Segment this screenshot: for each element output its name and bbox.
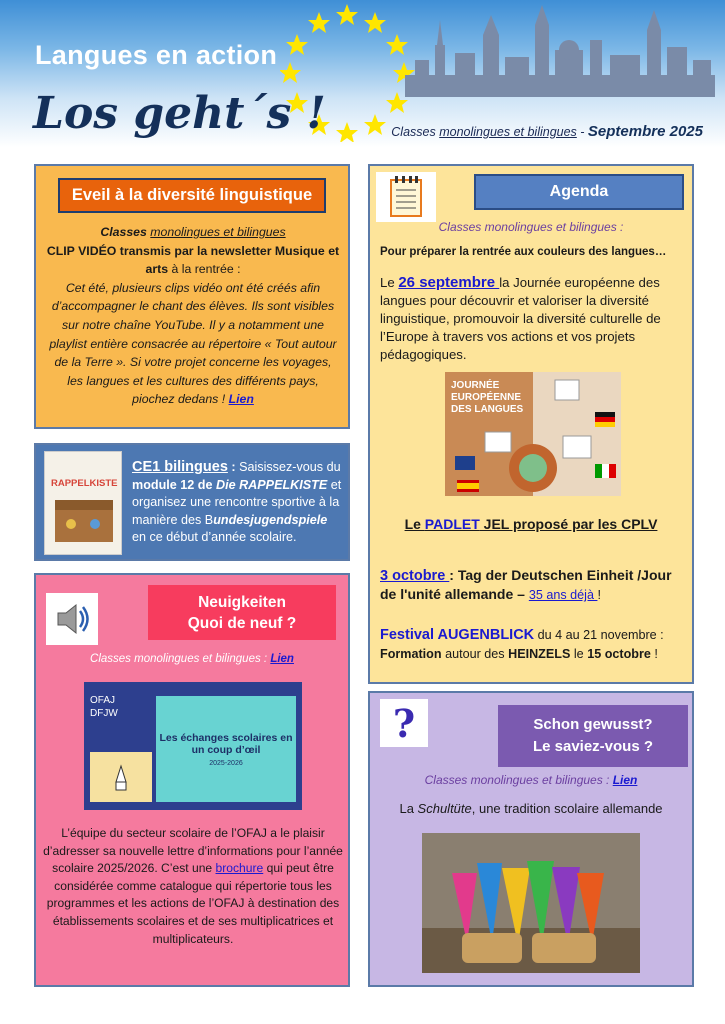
- agenda-festival: [380, 626, 685, 664]
- jel-text: la Journée européenne des langues pour découvrir et valoriser la diversité linguistique, promouvoir la diversité culturelle de l’Europe à travers vos actions et vos projets pédagogiques.: [380, 275, 661, 362]
- schultuete-image: [422, 833, 640, 973]
- schon-link[interactable]: Lien: [612, 773, 638, 787]
- padlet-link[interactable]: PADLET: [424, 516, 480, 532]
- news-heading-fr: Quoi de neuf ?: [187, 614, 297, 632]
- ofaj-brochure-title: Les échanges scolaires en un coup d’œil: [159, 731, 293, 756]
- european-skyline-icon: [405, 5, 715, 97]
- ce1-text1: Saisissez-vous du: [239, 460, 341, 474]
- news-text1: L’équipe du secteur scolaire de l’OFAJ a le plaisir d’adresser sa nouvelle lettre d’informations pour l’année scolaire 2025/2026. C’est une: [43, 826, 343, 876]
- news-heading: [148, 585, 336, 640]
- eveil-heading: Eveil à la diversité linguistique: [58, 178, 326, 213]
- agenda-jel-paragraph: [380, 274, 685, 364]
- padlet-prefix: Le: [404, 516, 425, 532]
- festival-heinzels: HEINZELS: [508, 647, 571, 661]
- agenda-classes: Classes monolingues et bilingues :: [438, 220, 624, 234]
- page-header: [0, 0, 725, 160]
- subtitle-sep: -: [576, 125, 588, 139]
- schon-heading-fr: Le saviez-vous ?: [532, 738, 654, 755]
- ce1-module: module 12 de: [132, 477, 216, 492]
- eveil-youtube-link[interactable]: Lien: [228, 392, 254, 407]
- notepad-icon: [376, 172, 436, 222]
- eveil-classes-link[interactable]: monolingues et bilingues: [150, 225, 286, 239]
- oct3-end: !: [597, 588, 601, 602]
- ce1-rappelkiste: Die RAPPELKISTE: [215, 477, 328, 492]
- schon-text-tail: , une tradition scolaire allemande: [471, 801, 663, 816]
- ce1-panel: [34, 443, 350, 561]
- festival-link[interactable]: Festival AUGENBLICK: [380, 627, 535, 643]
- ce1-text3: en ce début d’année scolaire.: [132, 530, 297, 544]
- festival-mid: autour des: [441, 647, 509, 661]
- agenda-heading: Agenda: [474, 174, 684, 210]
- agenda-panel: [368, 164, 694, 684]
- eveil-description-text: Cet été, plusieurs clips vidéo ont été créés afin d’accompagner le chant des élèves. Ils sont visibles sur notre chaîne YouTube. Il y a notamment une playlist entière consacrée au répertoire « Tout autour de la Terre ». Si votre projet concerne les voyages, les langues et les cultures des différents pays, piochez dedans !: [49, 280, 337, 407]
- news-body: [42, 825, 344, 948]
- rappelkiste-cover-title: RAPPELKISTE: [51, 478, 118, 489]
- eveil-clip-bold: CLIP VIDÉO transmis par la newsletter Musique et arts: [46, 243, 340, 277]
- question-mark-icon: [380, 699, 428, 747]
- schon-text-prefix: La: [399, 801, 418, 816]
- padlet-tail: JEL proposé par les CPLV: [479, 516, 658, 532]
- festival-mid2: le: [570, 647, 588, 661]
- schon-panel: [368, 691, 694, 987]
- eveil-clip-tail: à la rentrée :: [168, 262, 241, 277]
- ce1-bundesjugendspiele: undesjugendspiele: [213, 512, 328, 527]
- schon-schultuete: Schultüte: [417, 801, 472, 816]
- agenda-intro: Pour préparer la rentrée aux couleurs des langues…: [380, 246, 667, 258]
- news-text2: qui peut être considérée comme catalogue qui répertorie tous les programmes et les actions de l’OFAJ à destination des établissements scolaires et de ses multiplicatrices et multiplicateurs.: [46, 861, 340, 946]
- jel-prefix: Le: [380, 275, 399, 290]
- oct3-date-link[interactable]: 3 octobre: [380, 568, 450, 584]
- oct3-35-years-link[interactable]: 35 ans déjà: [528, 588, 598, 602]
- festival-end: !: [650, 647, 658, 661]
- ofaj-logo-fr: OFAJ: [90, 695, 116, 706]
- news-panel: [34, 573, 350, 987]
- newsletter-script-title: Los geht´s !: [33, 88, 326, 139]
- ofaj-brochure-image[interactable]: [84, 682, 302, 810]
- jel-date-link[interactable]: 26 septembre: [398, 274, 500, 291]
- festival-formation: Formation: [380, 647, 442, 661]
- ce1-heading: CE1 bilingues: [132, 459, 228, 475]
- schon-text: [370, 801, 692, 816]
- festival-date: 15 octobre: [587, 647, 651, 661]
- jel-image-title: JOURNÉE EUROPÉENNE DES LANGUES: [451, 380, 524, 415]
- brochure-link[interactable]: brochure: [215, 861, 264, 876]
- ofaj-brochure-year: 2025-2026: [209, 759, 243, 767]
- subtitle-link[interactable]: monolingues et bilingues: [439, 125, 577, 139]
- padlet-line: [370, 516, 692, 532]
- news-link[interactable]: Lien: [270, 653, 294, 665]
- eveil-body: [46, 223, 340, 409]
- festival-dates: du 4 au 21 novembre :: [534, 628, 664, 642]
- speaker-icon: [46, 593, 98, 645]
- schon-heading: [498, 705, 688, 767]
- svg-text:?: ?: [392, 703, 416, 743]
- schon-classes-text: Classes monolingues et bilingues :: [424, 773, 613, 787]
- eveil-classes: [46, 223, 340, 242]
- newsletter-subtitle: [391, 123, 703, 140]
- eveil-clip-line: [46, 242, 340, 279]
- eveil-description: [46, 279, 340, 409]
- ce1-text2: et organisez une rencontre sportive à la manière des B: [132, 477, 342, 527]
- news-classes: [36, 653, 348, 665]
- jel-image: [445, 372, 621, 496]
- ofaj-logo-de: DFJW: [90, 708, 118, 719]
- news-heading-de: Neuigkeiten: [198, 593, 286, 611]
- news-classes-text: Classes monolingues et bilingues :: [90, 653, 271, 665]
- newsletter-title: Langues en action: [35, 40, 278, 70]
- eveil-panel: [34, 164, 350, 429]
- ofaj-logo: [90, 694, 152, 720]
- schon-heading-de: Schon gewusst?: [533, 716, 653, 733]
- oct3-text: : Tag der Deutschen Einheit /Jour de l'unité allemande –: [380, 567, 672, 602]
- ce1-colon: :: [227, 460, 240, 474]
- eveil-classes-prefix: Classes: [100, 225, 151, 239]
- issue-month: Septembre 2025: [587, 123, 703, 140]
- rappelkiste-cover[interactable]: [44, 451, 122, 555]
- agenda-oct3: [380, 566, 685, 604]
- ce1-text: [132, 459, 344, 547]
- subtitle-prefix: Classes: [391, 125, 440, 139]
- schon-classes: [370, 773, 692, 787]
